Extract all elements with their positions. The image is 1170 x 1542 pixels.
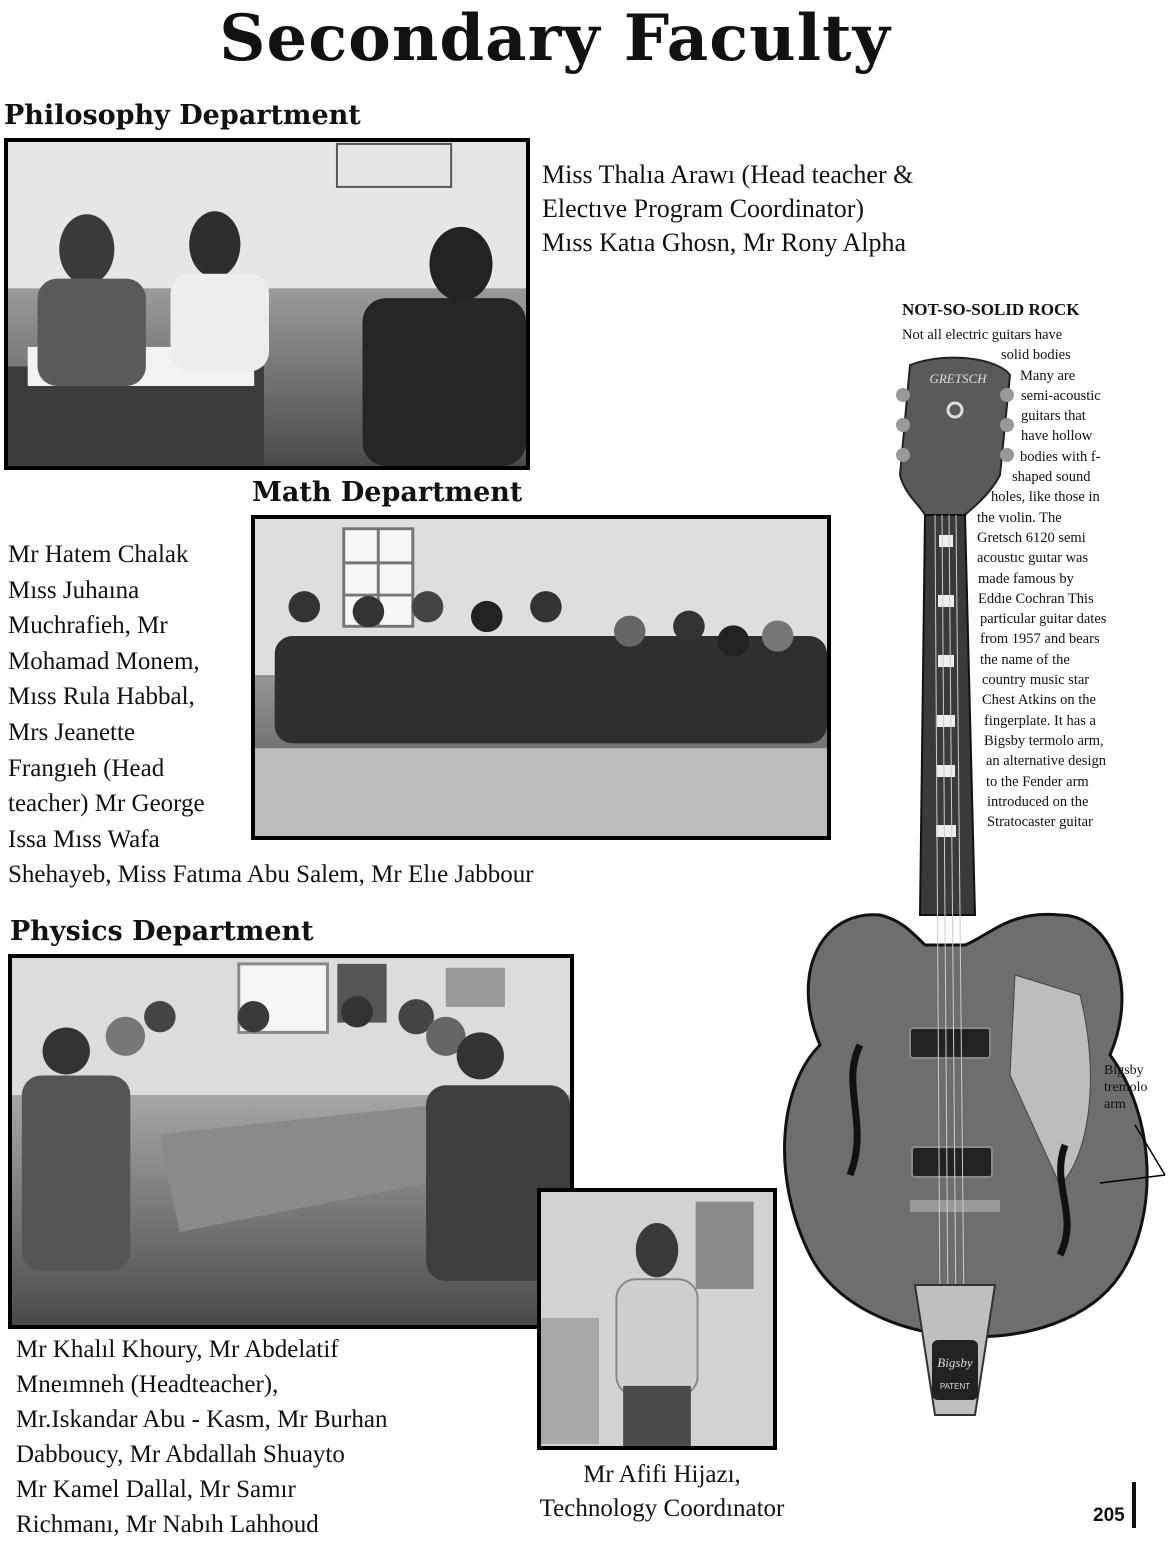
technology-coordinator-photo: [537, 1188, 777, 1450]
sidebar-line: made famous by: [978, 570, 1074, 587]
sidebar-line: from 1957 and bears: [980, 631, 1100, 648]
sidebar-line: to the Fender arm: [986, 773, 1089, 790]
physics-name-line: Mr Khalıl Khoury, Mr Abdelatif: [16, 1336, 339, 1363]
math-name-line: Frangıeh (Head: [8, 754, 165, 782]
sidebar-line: acoustıc guıtar was: [977, 550, 1089, 567]
sidebar-line: Many are: [1020, 367, 1076, 384]
sidebar-line: Gretsch 6120 semi: [977, 529, 1086, 546]
callout-line: Bigsby: [1104, 1063, 1144, 1078]
sidebar-line: introduced on the: [987, 793, 1089, 810]
sidebar-line: Not all electric guitars have: [902, 327, 1063, 343]
math-name-line: Shehayeb, Miss Fatıma Abu Salem, Mr Elıe Jabbour: [8, 861, 534, 889]
physics-name-line: Richmanı, Mr Nabıh Lahhoud: [16, 1511, 319, 1538]
math-faculty-names: [8, 537, 534, 893]
technology-coordinator-role: Technology Coordınator: [539, 1495, 785, 1522]
sidebar-line: Eddıe Cochran This: [978, 590, 1094, 607]
page-number: 205: [1093, 1505, 1125, 1526]
physics-faculty-names: [16, 1332, 536, 1542]
sidebar-line: the name of the: [980, 651, 1070, 668]
sidebar-line: Bigsby termolo arm,: [984, 732, 1104, 749]
philosophy-name-line: Miss Thalıa Arawı (Head teacher &: [542, 160, 914, 189]
math-name-line: Mohamad Monem,: [8, 647, 200, 675]
sidebar-title: NOT-SO-SOLID ROCK: [902, 300, 1080, 319]
math-name-line: Mıss Rula Habbal,: [8, 683, 195, 711]
physics-name-line: Mr.Iskandar Abu - Kasm, Mr Burhan: [16, 1406, 388, 1433]
technology-coordinator-name: Mr Afifi Hijazı,: [583, 1461, 741, 1488]
callout-line: tremolo: [1104, 1080, 1148, 1095]
physics-name-line: Dabboucy, Mr Abdallah Shuayto: [16, 1441, 345, 1468]
physics-heading: Physics Department: [10, 916, 314, 947]
math-name-line: Mıss Juhaına: [8, 576, 140, 604]
headstock-logo: GRETSCH: [929, 371, 987, 386]
sidebar-line: bodies with f-: [1020, 448, 1101, 465]
sidebar-line: Stratocaster guitar: [987, 814, 1093, 831]
sidebar-line: Chest Atkins on the: [982, 692, 1096, 709]
philosophy-heading: Philosophy Department: [4, 100, 361, 131]
sidebar-line: have hollow: [1021, 428, 1093, 445]
math-name-line: Issa Mıss Wafa: [8, 825, 160, 853]
sidebar-line: shaped sound: [1012, 469, 1091, 486]
page-title: Secondary Faculty: [219, 1, 891, 76]
philosophy-name-line: Mıss Katıa Ghosn, Mr Rony Alpha: [542, 228, 906, 257]
sidebar-line: an alternative design: [986, 753, 1106, 770]
math-name-line: teacher) Mr George: [8, 790, 205, 818]
callout-line: arm: [1104, 1097, 1126, 1112]
philosophy-name-line: Electıve Program Coordinator): [542, 194, 865, 223]
sidebar-line: fingerplate. It has a: [984, 712, 1096, 729]
sidebar-line: guitars that: [1021, 408, 1086, 425]
sidebar-line: semi-acoustic: [1021, 387, 1101, 404]
sidebar-line: solid bodies: [1001, 347, 1071, 364]
tailpiece-patent: PATENT: [939, 1382, 971, 1391]
sidebar-line: particular guitar dates: [980, 611, 1107, 628]
sidebar-text: [860, 325, 1160, 832]
philosophy-department-photo: [4, 138, 530, 470]
tailpiece-logo: Bigsby: [937, 1355, 973, 1370]
math-department-photo: [251, 515, 831, 840]
physics-name-line: Mr Kamel Dallal, Mr Samır: [16, 1476, 296, 1503]
math-name-line: Mr Hatem Chalak: [8, 541, 189, 568]
sidebar-line: the vıolin. The: [977, 509, 1062, 526]
math-name-line: Mrs Jeanette: [8, 718, 136, 746]
sidebar-line: country music star: [982, 672, 1090, 689]
philosophy-faculty-names: [542, 158, 982, 260]
math-heading: Math Department: [252, 477, 523, 508]
bigsby-callout: [1104, 1062, 1166, 1113]
physics-name-line: Mneımneh (Headteacher),: [16, 1371, 279, 1398]
page-number-bar: [1132, 1482, 1136, 1528]
sidebar-line: holes, like those in: [991, 489, 1100, 506]
physics-department-photo: [8, 954, 574, 1329]
math-name-line: Muchrafieh, Mr: [8, 612, 168, 640]
